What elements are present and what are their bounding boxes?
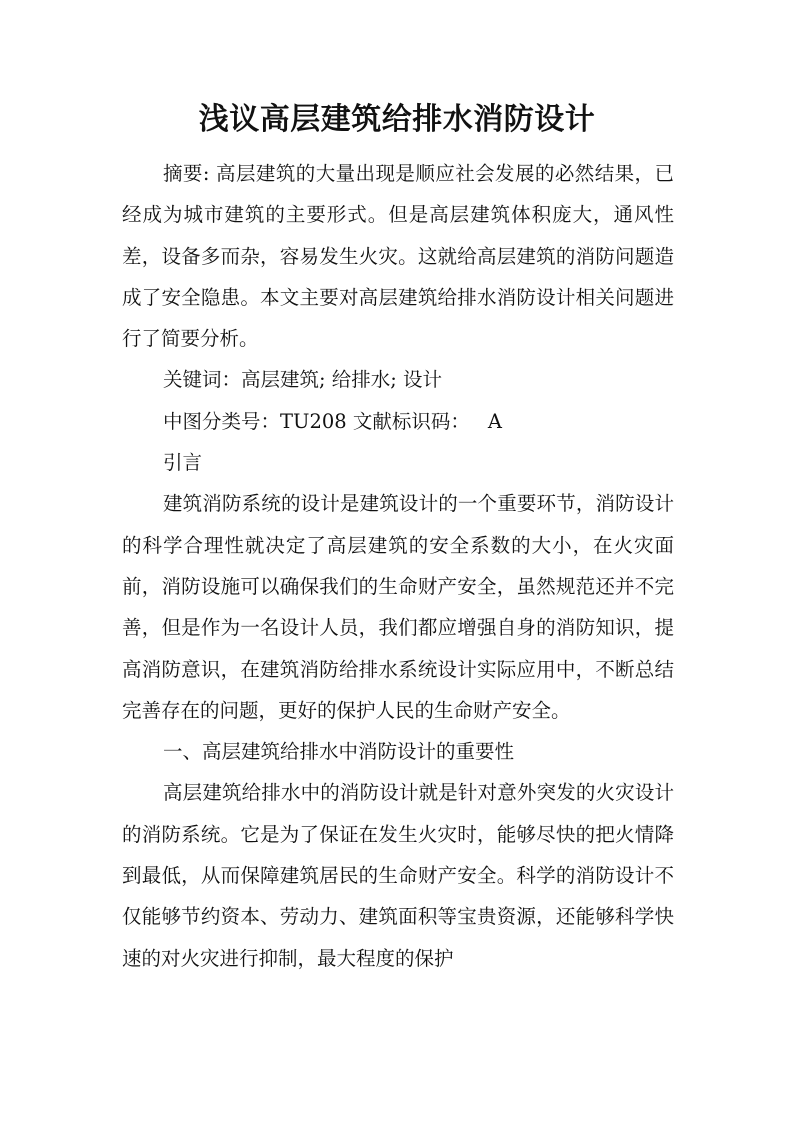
section-heading: 一、高层建筑给排水中消防设计的重要性 (163, 740, 515, 764)
document-title: 浅议高层建筑给排水消防设计 (198, 102, 596, 137)
keywords-line: 关键词：高层建筑; 给排水; 设计 (163, 368, 443, 392)
intro-heading: 引言 (163, 451, 203, 475)
section-paragraph: 高层建筑给排水中的消防设计就是针对意外突发的火灾设计的消防系统。它是为了保证在发生火灾时，能够尽快的把火情降到最低，从而保障建筑居民的生命财产安全。科学的消防设计不仅能够节约资本、劳动力、建筑面积等宝贵资源，还能够科学快速的对火灾进行抑制，最大程度的保护 (122, 781, 674, 970)
classification-label: 中图分类号：TU208 文献标识码： (163, 409, 470, 433)
intro-paragraph: 建筑消防系统的设计是建筑设计的一个重要环节，消防设计的科学合理性就决定了高层建筑的安全系数的大小，在火灾面前，消防设施可以确保我们的生命财产安全，虽然规范还并不完善，但是作为一名设计人员，我们都应增强自身的消防知识，提高消防意识，在建筑消防给排水系统设计实际应用中，不断总结完善存在的问题，更好的保护人民的生命财产安全。 (122, 492, 674, 722)
classification-line (122, 401, 674, 442)
document-body (122, 153, 674, 979)
classification-code: A (487, 409, 502, 433)
abstract-paragraph: 摘要: 高层建筑的大量出现是顺应社会发展的必然结果，已经成为城市建筑的主要形式。但是高层建筑体积庞大，通风性差，设备多而杂，容易发生火灾。这就给高层建筑的消防问题造成了安全隐患。本文主要对高层建筑给排水消防设计相关问题进行了简要分析。 (122, 162, 674, 351)
